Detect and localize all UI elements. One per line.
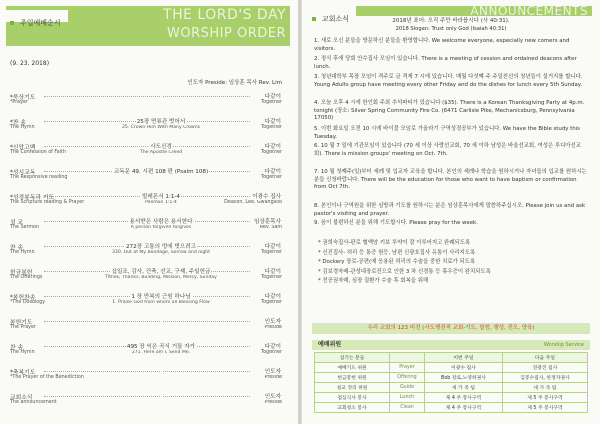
announcement-item: 7. 10 월 첫째주(일)부터 세례 및 입교자 교육을 합니다. 본인의 세례나 학습을 원하시거나 자녀들의 입교를 원하시는 분들 신청바랍니다. There will be the education for those who want to have baptism or confirmation from Oct 7th. <box>314 169 587 191</box>
order-leader-en: Together <box>261 150 282 155</box>
presider-line: 인도자 Preside: 임상훈 목사 Rev. Lim <box>187 80 282 86</box>
order-item-ko: *성경봉독과 기도 <box>10 195 54 201</box>
order-item-ko: *봉헌찬송 <box>10 295 36 301</box>
prayer-item: * 전공권자매, 심장 질환가 수술 후 회복을 위해 <box>318 278 429 284</box>
announcement-item: 9. 음이 불편하신 분들 위해 기도합시다. Please pray for the week. <box>314 220 478 226</box>
announcement-item: 6. 10 월 7 일에 기관모임이 있습니다 (70 세 이상 사랑선교회, 70 세 이하 남성은 바울선교회, 여성은 루디아선교회). There is mission groups' meeting on Oct. 7th. <box>314 143 581 157</box>
order-detail-ko <box>160 367 162 373</box>
role-en: Prayer <box>390 363 425 373</box>
order-leader-ko: 다같이 <box>264 169 281 175</box>
order-leader-en: Together <box>261 100 282 105</box>
order-item-ko: 헌금봉헌 <box>10 270 33 276</box>
service-title-en: Worship Service <box>543 342 584 348</box>
role-en: Clean <box>390 403 425 413</box>
order-leader-ko: 다같이 <box>264 119 281 125</box>
announcement-item: 8. 본인이나 구역원을 위한 심방과 기도를 원하시는 분은 임상훈목사에게 말씀하주십시오. Please join us and ask pastor's visiting and prayer. <box>314 203 586 217</box>
next-week: 전광진 집사 <box>502 363 587 373</box>
order-detail-en: Tithes, Thanks, Building, Mission, Mercy, Sunday <box>105 275 217 280</box>
role: 예배기도 위원 <box>315 363 390 373</box>
order-detail-en: 25. Crown Him With Many Crowns <box>122 125 200 130</box>
order-item-en: *The Doxology <box>10 300 46 305</box>
announcement-item: 2. 정식 후에 당회 안수집사 모임이 있습니다. There is a meeting of cession and ordained deacons after lunch. <box>314 56 577 70</box>
order-leader-ko: 다같이 <box>264 94 281 100</box>
order-leader-ko: 인도자 <box>264 394 281 400</box>
order-item-ko: *찬 송 <box>10 120 26 126</box>
tab-label: 교회소식 <box>322 15 350 23</box>
table-row <box>315 403 588 413</box>
order-item-en: The announcement <box>10 400 57 405</box>
order-detail-ko: 495 장 익은 곡식 거둘 자가 <box>126 344 196 350</box>
vision-label: 우리 교회의 123 비전 <box>367 325 421 331</box>
order-detail-ko: 272장 고통의 멍에 벗으려고 <box>125 244 197 250</box>
order-item-ko: *축복기도 <box>10 370 36 376</box>
order-leader-en: Together <box>261 275 282 280</box>
order-detail-ko <box>160 317 162 323</box>
order-item-ko: 교회소식 <box>10 395 33 401</box>
order-item-en: The Scripture reading & Prayer <box>10 200 85 205</box>
announcement-item: 3. 청년대학부 목장 모임이 격주로 금 격제 7 시에 있습니다. 매월 다섯째 주 주일친선의 청년들이 설거지를 합니다. Young Adults group have meeting every other Friday and do the dishes for lunch every 5th Sunday. <box>314 74 583 88</box>
order-detail-ko: 사도신경 <box>150 144 172 150</box>
order-leader-ko: 다같이 <box>264 244 281 250</box>
order-row <box>10 92 282 111</box>
order-detail-ko: 교독문 49. 시편 108 편 (Psalm 108) <box>113 169 209 175</box>
worship-order-header <box>6 6 290 46</box>
prayer-item: * 김보경자매-관성대장로진으로 인한 3 차 신경통 등 휴우증이 완치되도록 <box>318 268 491 275</box>
order-leader-ko: 다같이 <box>264 294 281 300</box>
vision-items: (사도행전적 교회-기도, 말씀, 행성, 전도, 양육) <box>422 325 535 331</box>
next-week: 제 5 주 봉사구역 <box>502 403 587 413</box>
order-detail-en: 271. Here am I, Send Me. <box>131 350 191 355</box>
role: 헌금봉헌 위원 <box>315 373 390 383</box>
order-row <box>10 142 282 161</box>
col-this-week: 이번 주일 <box>425 353 503 363</box>
next-week: 김봉수집사, 한정자권사 <box>502 373 587 383</box>
order-row <box>10 242 282 261</box>
order-leader-en: Preside <box>264 325 282 330</box>
role: 설교 정리 위원 <box>315 383 390 393</box>
role-en: Guide <box>390 383 425 393</box>
order-item-ko: *신앙고백 <box>10 145 36 151</box>
role: 교회청소 봉사 <box>315 403 390 413</box>
order-leader-ko: 다같이 <box>264 269 281 275</box>
this-week: 새 가 족 팀 <box>425 383 503 393</box>
order-item-ko: *성시교독 <box>10 170 36 176</box>
header-subtitle: WORSHIP ORDER <box>167 26 286 41</box>
col-next-week: 다음 주일 <box>502 353 587 363</box>
this-week: 제 4 주 봉사구역 <box>425 393 503 403</box>
order-item-en: The Hymn <box>10 125 35 130</box>
order-detail-ko: 1 장 만복의 근원 하나님 <box>131 294 191 300</box>
this-week: 이광수 집사 <box>425 363 503 373</box>
table-row <box>315 383 588 393</box>
slogan-ko: 2018년 표어: 오직 주만 바라봅시다 (사 40:31). <box>392 18 510 24</box>
announcement-item: 4. 오늘 오후 4 시에 한인회 주최 추석파티가 있습니다 ($35). There is a Korean Thanksgiving Party at 4p.m. tonight (장소: Silver Spring Community Fire Co. (6471 Carlisle Pike, Mechanicsburg, Pennsylvania 17050) <box>314 100 585 122</box>
role-en: Lunch <box>390 393 425 403</box>
order-leader-en: Together <box>261 175 282 180</box>
order-item-en: The Hymn <box>10 350 35 355</box>
order-row <box>10 167 282 186</box>
service-title: 예배위원 <box>318 341 342 348</box>
vision-banner <box>312 323 590 334</box>
order-item-en: The Hymn <box>10 250 35 255</box>
service-date: (9. 23. 2018) <box>10 60 50 67</box>
order-item-en: The Confession of Faith <box>10 150 66 155</box>
table-row <box>315 373 588 383</box>
role-en: Offering <box>390 373 425 383</box>
order-row <box>10 192 282 211</box>
this-week: Bob 장로,노영희권사 <box>425 373 503 383</box>
header-title: ANNOUNCEMENTS <box>470 4 588 18</box>
bullet-icon <box>10 21 14 25</box>
service-header <box>312 340 590 350</box>
tab-label: 주일예배순서 <box>20 19 61 27</box>
next-week: 제 5 주 봉사구역 <box>502 393 587 403</box>
order-item-ko: 봉헌기도 <box>10 320 33 326</box>
col-role-en <box>390 353 425 363</box>
order-row <box>10 292 282 311</box>
order-leader-ko: 다같이 <box>264 344 281 350</box>
prayer-item: * 신진집사- 허리 등 통증 원등, 남편 신광호집사 유통이 사리지도록 <box>318 249 476 256</box>
next-week: 새 가 족 팀 <box>502 383 587 393</box>
slogan-en: 2018 Slogan: Trust only God (Isaiah 40:31) <box>395 26 507 32</box>
order-row <box>10 117 282 136</box>
order-item-en: The Prayer <box>10 325 36 330</box>
order-item-ko: 찬 송 <box>10 245 24 251</box>
order-row <box>10 367 282 386</box>
order-row <box>10 342 282 361</box>
announcement-item: 1. 새로 오신 분들을 방문하신 분들을 환영합니다. We welcome everyone, especially new comers and visitors. <box>314 38 570 52</box>
order-row <box>10 267 282 286</box>
order-detail-ko: 십일조, 감사, 건축, 선교, 구제, 주일헌금 <box>111 269 211 275</box>
header-title: THE LORD'S DAY <box>163 7 286 23</box>
order-detail-ko: 용서받은 사람은 용서한다 <box>129 219 193 225</box>
prayer-item: * Dockery 장로-공편(예 응용된 허리의 수술을 중한 치료가 되도록 <box>318 259 476 265</box>
order-item-ko: 찬 송 <box>10 345 24 351</box>
order-row <box>10 217 282 236</box>
order-item-en: *Prayer <box>10 100 28 105</box>
col-role: 섬기는 분들 <box>315 353 390 363</box>
order-leader-en: Preside <box>264 400 282 405</box>
header-tab <box>6 10 68 27</box>
order-leader-ko: 인도자 <box>264 369 281 375</box>
order-item-en: The Offerings <box>10 275 43 280</box>
this-week: 제 4 주 봉사구역 <box>425 403 503 413</box>
order-leader-ko: 이광수 집사 <box>252 194 281 200</box>
role: 점심식사 봉사 <box>315 393 390 403</box>
right-page <box>302 0 600 424</box>
order-leader-en: Preside <box>264 375 282 380</box>
order-item-en: The Responsive reading <box>10 175 68 180</box>
order-detail-ko <box>160 392 162 398</box>
order-detail-en: A person forgiven forgives <box>130 225 192 230</box>
order-leader-ko: 다같이 <box>264 144 281 150</box>
order-leader-ko: 인도자 <box>264 319 281 325</box>
order-item-ko: *묵상기도 <box>10 95 36 101</box>
table-row <box>315 363 588 373</box>
announcement-item: 5. 이번 화요일 오전 10 시에 바이블 모임로 가올라기 구역성경공부가 있습니다. We have the Bible study this Tuesday. <box>314 126 580 140</box>
order-leader-ko: 임상훈목사 <box>253 219 281 225</box>
order-detail-ko: 25장 면류관 벗어서 <box>136 119 186 125</box>
order-leader-en: Together <box>261 300 282 305</box>
service-table <box>314 352 588 413</box>
order-item-en: The Sermon <box>10 225 39 230</box>
table-row <box>315 393 588 403</box>
order-item-en: *The Prayer of the Benediction <box>10 375 84 380</box>
prayer-item: * 권희숙집사-판로 혈액암 키보 투약이 잘 이루어지고 완쾌되도록 <box>318 240 471 246</box>
order-leader-en: Together <box>261 125 282 130</box>
left-page <box>0 0 298 424</box>
order-detail-ko: 빌레몬서 1:1-4 <box>142 194 180 200</box>
order-item-ko: 설 교 <box>10 220 24 226</box>
order-row <box>10 317 282 336</box>
order-leader-en: Deacon, Lee, Gwangsoo <box>224 200 282 205</box>
order-leader-en: Together <box>261 250 282 255</box>
order-leader-en: Together <box>261 350 282 355</box>
order-detail-ko <box>160 92 162 98</box>
order-row <box>10 392 282 411</box>
order-detail-en: Pilemon 1:1-4 <box>145 200 177 205</box>
order-detail-en: 1. Praise God from whom all Blessing Flow <box>112 300 210 305</box>
order-detail-en: The Apostle Creed <box>139 150 183 155</box>
order-detail-en: 330. Out of My Bondage, Sorrow and night <box>111 250 211 255</box>
order-leader-en: Rev. Sam <box>259 225 282 230</box>
